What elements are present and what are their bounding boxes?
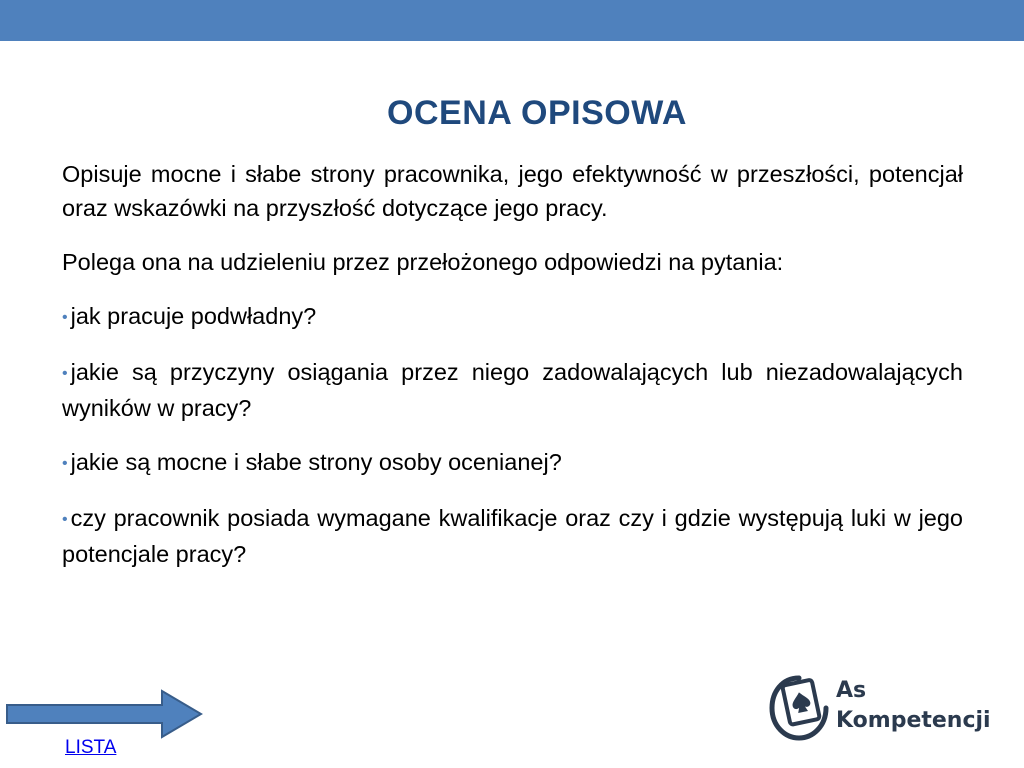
bullet-item bbox=[62, 299, 963, 335]
bullet-text: jakie są przyczyny osiągania przez niego zadowalających lub niezadowalających wyników w pracy? bbox=[62, 359, 963, 421]
bullet-item bbox=[62, 501, 963, 571]
top-banner bbox=[0, 0, 1024, 41]
paragraph-description: Opisuje mocne i słabe strony pracownika, jego efektywność w przeszłości, potencjał oraz wskazówki na przyszłość dotyczące jego pracy. bbox=[62, 161, 963, 221]
logo-line-kompetencji: Kompetencji bbox=[836, 708, 991, 733]
slide-title: OCENA OPISOWA bbox=[387, 94, 687, 132]
bullet-text: jak pracuje podwładny? bbox=[70, 303, 317, 329]
bullet-text: jakie są mocne i słabe strony osoby ocenianej? bbox=[70, 449, 562, 475]
bullet-item bbox=[62, 355, 963, 425]
bullet-icon: • bbox=[62, 309, 68, 326]
lista-link[interactable]: LISTA bbox=[65, 737, 117, 758]
bullet-icon: • bbox=[62, 365, 68, 382]
spade-card-icon bbox=[768, 672, 830, 742]
bullet-item bbox=[62, 445, 963, 481]
logo-line-as: As bbox=[836, 678, 867, 703]
bullet-text: czy pracownik posiada wymagane kwalifikacje oraz czy i gdzie występują luki w jego potencjale pracy? bbox=[62, 505, 963, 567]
brand-logo bbox=[768, 668, 1008, 748]
bullet-icon: • bbox=[62, 455, 68, 472]
slide-content bbox=[62, 157, 963, 571]
logo-wordmark bbox=[836, 676, 991, 736]
paragraph-intro: Polega ona na udzieleniu przez przełożonego odpowiedzi na pytania: bbox=[62, 249, 784, 275]
bullet-icon: • bbox=[62, 511, 68, 528]
right-arrow-icon[interactable] bbox=[4, 688, 204, 740]
